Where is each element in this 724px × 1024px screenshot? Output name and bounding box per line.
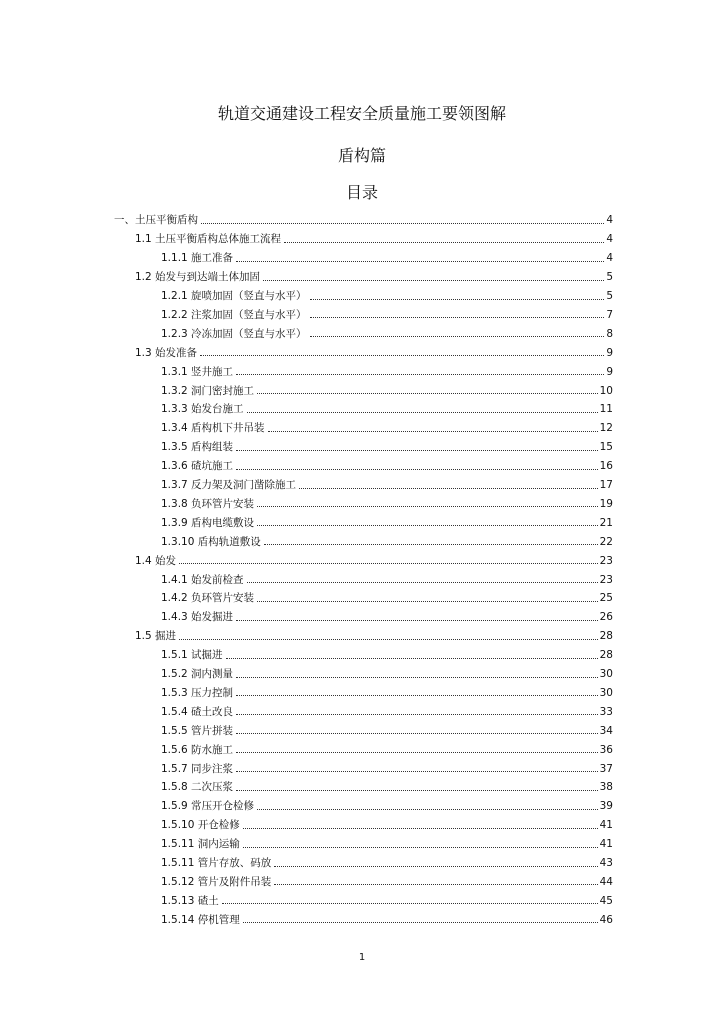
toc-dot-leader xyxy=(236,771,598,772)
toc-entry-page: 5 xyxy=(606,271,613,284)
toc-entry[interactable] xyxy=(161,665,613,684)
toc-entry-label: 1.5.10 开仓检修 xyxy=(161,819,240,832)
toc-entry-label: 1.5.8 二次压浆 xyxy=(161,781,234,794)
toc-entry-label: 1.5.4 碴土改良 xyxy=(161,705,234,718)
toc-entry-label: 1.5.13 碴土 xyxy=(161,894,219,907)
toc-entry-page: 33 xyxy=(599,705,613,718)
toc-entry-label: 1.3.2 洞门密封施工 xyxy=(161,384,255,397)
toc-entry-label: 1.5.9 常压开仓检修 xyxy=(161,800,255,813)
toc-dot-leader xyxy=(179,639,598,640)
toc-entry-label: 1.3.6 碴坑施工 xyxy=(161,460,234,473)
toc-entry-page: 5 xyxy=(606,290,613,303)
toc-entry-page: 9 xyxy=(606,365,613,378)
toc-entry-label: 1.4.3 始发掘进 xyxy=(161,611,234,624)
toc-entry[interactable] xyxy=(161,891,613,910)
toc-entry-page: 38 xyxy=(599,781,613,794)
toc-dot-leader xyxy=(274,884,597,885)
toc-entry[interactable] xyxy=(161,646,613,665)
toc-entry[interactable] xyxy=(114,211,613,230)
toc-entry-label: 1.3.8 负环管片安装 xyxy=(161,497,255,510)
toc-entry-page: 19 xyxy=(599,497,613,510)
toc-entry[interactable] xyxy=(161,778,613,797)
toc-dot-leader xyxy=(236,374,604,375)
toc-entry[interactable] xyxy=(161,400,613,419)
toc-entry-page: 8 xyxy=(606,327,613,340)
toc-dot-leader xyxy=(268,431,598,432)
toc-dot-leader xyxy=(310,299,605,300)
document-title: 轨道交通建设工程安全质量施工要领图解 xyxy=(217,104,506,123)
toc-entry-page: 30 xyxy=(599,686,613,699)
toc-entry-page: 25 xyxy=(599,592,613,605)
toc-entry-page: 34 xyxy=(599,724,613,737)
toc-entry[interactable] xyxy=(161,702,613,721)
toc-dot-leader xyxy=(236,261,604,262)
toc-dot-leader xyxy=(243,922,598,923)
toc-dot-leader xyxy=(257,506,598,507)
toc-entry[interactable] xyxy=(161,532,613,551)
toc-entry-page: 22 xyxy=(599,535,613,548)
toc-entry-page: 17 xyxy=(599,479,613,492)
toc-entry-label: 1.2.3 冷冻加固（竖直与水平） xyxy=(161,327,307,340)
toc-dot-leader xyxy=(247,412,598,413)
toc-entry-label: 1.3.9 盾构电缆敷设 xyxy=(161,516,255,529)
toc-entry-page: 28 xyxy=(599,630,613,643)
toc-entry-label: 1.2.2 注浆加固（竖直与水平） xyxy=(161,308,307,321)
toc-dot-leader xyxy=(310,336,605,337)
toc-entry[interactable] xyxy=(135,268,613,287)
toc-dot-leader xyxy=(274,866,597,867)
toc-entry[interactable] xyxy=(161,381,613,400)
toc-dot-leader xyxy=(222,903,598,904)
toc-entry-label: 1.5 掘进 xyxy=(135,630,177,643)
toc-entry[interactable] xyxy=(161,854,613,873)
toc-entry[interactable] xyxy=(161,495,613,514)
toc-entry-label: 1.5.11 洞内运输 xyxy=(161,838,240,851)
toc-entry[interactable] xyxy=(161,287,613,306)
toc-entry[interactable] xyxy=(161,816,613,835)
toc-dot-leader xyxy=(201,223,604,224)
toc-entry[interactable] xyxy=(161,721,613,740)
toc-entry-page: 23 xyxy=(599,573,613,586)
toc-entry-label: 1.5.2 洞内测量 xyxy=(161,668,234,681)
toc-dot-leader xyxy=(236,620,598,621)
toc-dot-leader xyxy=(236,695,598,696)
toc-entry[interactable] xyxy=(161,362,613,381)
toc-entry-label: 1.4.1 始发前检查 xyxy=(161,573,244,586)
toc-entry[interactable] xyxy=(135,343,613,362)
toc-entry-page: 16 xyxy=(599,460,613,473)
toc-dot-leader xyxy=(264,544,598,545)
toc-entry-page: 4 xyxy=(606,214,613,227)
toc-entry-label: 1.5.14 停机管理 xyxy=(161,913,240,926)
page-number: 1 xyxy=(358,952,366,963)
toc-entry[interactable] xyxy=(161,589,613,608)
toc-entry-label: 1.4 始发 xyxy=(135,554,177,567)
toc-entry-label: 一、土压平衡盾构 xyxy=(114,214,198,227)
toc-entry-page: 30 xyxy=(599,668,613,681)
toc-entry[interactable] xyxy=(135,230,613,249)
toc-entry-label: 1.3 始发准备 xyxy=(135,346,198,359)
toc-dot-leader xyxy=(257,525,598,526)
toc-dot-leader xyxy=(247,582,598,583)
toc-entry[interactable] xyxy=(161,797,613,816)
toc-dot-leader xyxy=(243,828,598,829)
toc-entry-label: 1.2 始发与到达端土体加固 xyxy=(135,271,261,284)
toc-heading: 目录 xyxy=(345,183,378,202)
toc-dot-leader xyxy=(236,469,598,470)
toc-entry[interactable] xyxy=(161,835,613,854)
toc-entry[interactable] xyxy=(135,551,613,570)
toc-entry-label: 1.3.5 盾构组装 xyxy=(161,441,234,454)
toc-dot-leader xyxy=(236,733,598,734)
toc-entry[interactable] xyxy=(161,419,613,438)
toc-entry-page: 26 xyxy=(599,611,613,624)
toc-dot-leader xyxy=(263,280,604,281)
toc-dot-leader xyxy=(226,658,598,659)
toc-dot-leader xyxy=(243,847,598,848)
toc-entry-page: 28 xyxy=(599,649,613,662)
toc-dot-leader xyxy=(200,355,604,356)
toc-dot-leader xyxy=(257,601,598,602)
toc-entry-page: 10 xyxy=(599,384,613,397)
toc-entry-label: 1.5.6 防水施工 xyxy=(161,743,234,756)
toc-dot-leader xyxy=(257,393,598,394)
toc-entry-page: 23 xyxy=(599,554,613,567)
toc-entry[interactable] xyxy=(161,476,613,495)
toc-entry[interactable] xyxy=(161,324,613,343)
toc-entry-page: 9 xyxy=(606,346,613,359)
toc-entry-label: 1.5.3 压力控制 xyxy=(161,686,234,699)
toc-dot-leader xyxy=(310,317,605,318)
toc-entry[interactable] xyxy=(161,457,613,476)
toc-entry-page: 39 xyxy=(599,800,613,813)
toc-entry[interactable] xyxy=(161,873,613,892)
toc-entry-label: 1.2.1 旋喷加固（竖直与水平） xyxy=(161,290,307,303)
toc-dot-leader xyxy=(236,450,598,451)
toc-entry[interactable] xyxy=(161,684,613,703)
toc-entry-label: 1.5.11 管片存放、码放 xyxy=(161,857,272,870)
toc-dot-leader xyxy=(236,714,598,715)
toc-entry[interactable] xyxy=(161,513,613,532)
toc-entry[interactable] xyxy=(161,608,613,627)
toc-entry-page: 37 xyxy=(599,762,613,775)
toc-dot-leader xyxy=(284,242,604,243)
toc-entry-page: 7 xyxy=(606,308,613,321)
toc-entry-label: 1.3.3 始发台施工 xyxy=(161,403,244,416)
toc-entry-label: 1.3.10 盾构轨道敷设 xyxy=(161,535,261,548)
toc-entry-page: 12 xyxy=(599,422,613,435)
toc-dot-leader xyxy=(236,752,598,753)
toc-entry[interactable] xyxy=(161,570,613,589)
toc-entry-label: 1.1.1 施工准备 xyxy=(161,252,234,265)
toc-entry[interactable] xyxy=(161,306,613,325)
toc-entry-page: 43 xyxy=(599,857,613,870)
toc-entry-page: 21 xyxy=(599,516,613,529)
toc-entry-label: 1.3.1 竖井施工 xyxy=(161,365,234,378)
toc-entry[interactable] xyxy=(161,740,613,759)
toc-entry-page: 44 xyxy=(599,875,613,888)
toc-entry-page: 11 xyxy=(599,403,613,416)
toc-entry-label: 1.4.2 负环管片安装 xyxy=(161,592,255,605)
toc-entry-label: 1.5.7 同步注浆 xyxy=(161,762,234,775)
toc-dot-leader xyxy=(257,809,598,810)
toc-entry[interactable] xyxy=(161,438,613,457)
toc-entry[interactable] xyxy=(161,910,613,929)
toc-entry-page: 41 xyxy=(599,838,613,851)
toc-entry[interactable] xyxy=(161,759,613,778)
toc-entry[interactable] xyxy=(161,249,613,268)
toc-dot-leader xyxy=(236,677,598,678)
toc-entry-page: 41 xyxy=(599,819,613,832)
toc-entry-label: 1.3.4 盾构机下井吊装 xyxy=(161,422,265,435)
toc-entry-label: 1.1 土压平衡盾构总体施工流程 xyxy=(135,233,282,246)
toc-entry-label: 1.5.5 管片拼装 xyxy=(161,724,234,737)
toc-entry-label: 1.3.7 反力架及洞门凿除施工 xyxy=(161,479,297,492)
toc-entry-page: 4 xyxy=(606,252,613,265)
toc-entry-page: 15 xyxy=(599,441,613,454)
toc-entry-page: 4 xyxy=(606,233,613,246)
toc-entry-page: 36 xyxy=(599,743,613,756)
toc-dot-leader xyxy=(236,790,598,791)
toc-entry-label: 1.5.1 试掘进 xyxy=(161,649,223,662)
toc-entry-page: 45 xyxy=(599,894,613,907)
toc-entry[interactable] xyxy=(135,627,613,646)
toc-entry-label: 1.5.12 管片及附件吊装 xyxy=(161,875,272,888)
toc-dot-leader xyxy=(299,488,598,489)
document-subtitle: 盾构篇 xyxy=(337,146,386,165)
toc-entry-page: 46 xyxy=(599,913,613,926)
toc-dot-leader xyxy=(179,563,598,564)
